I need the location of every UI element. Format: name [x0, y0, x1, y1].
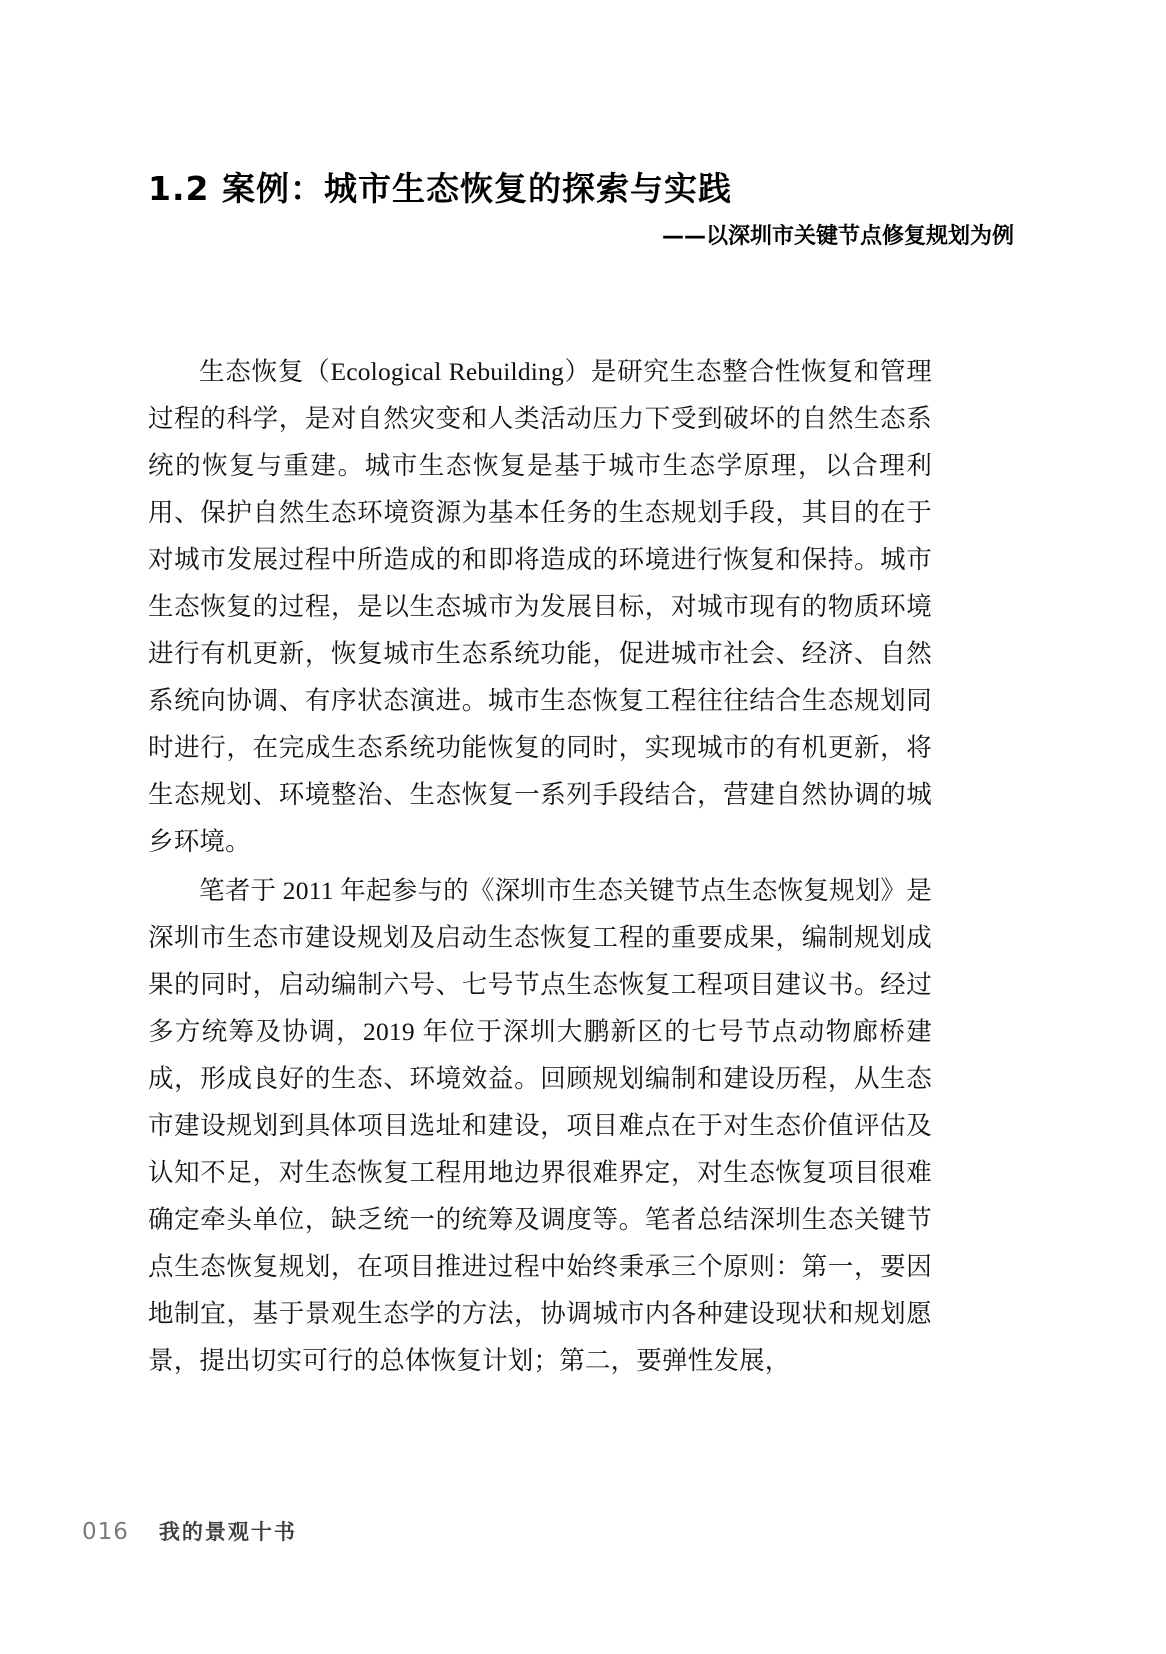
paragraph: 生态恢复（Ecological Rebuilding）是研究生态整合性恢复和管理过程的科学，是对自然灾变和人类活动压力下受到破坏的自然生态系统的恢复与重建。城市生态恢复是基于城市生态学原理，以合理利用、保护自然生态环境资源为基本任务的生态规划手段，其目的在于对城市发展过程中所造成的和即将造成的环境进行恢复和保持。城市生态恢复的过程，是以生态城市为发展目标，对城市现有的物质环境进行有机更新，恢复城市生态系统功能，促进城市社会、经济、自然系统向协调、有序状态演进。城市生态恢复工程往往结合生态规划同时进行，在完成生态系统功能恢复的同时，实现城市的有机更新，将生态规划、环境整治、生态恢复一系列手段结合，营建自然协调的城乡环境。 [148, 357, 932, 856]
page-title: 1.2 案例：城市生态恢复的探索与实践 [148, 169, 732, 208]
page-subtitle: ——以深圳市关键节点修复规划为例 [661, 223, 1014, 249]
title-block [148, 168, 1028, 251]
page-number: 016 [82, 1519, 129, 1545]
paragraph: 笔者于 2011 年起参与的《深圳市生态关键节点生态恢复规划》是深圳市生态市建设规划及启动生态恢复工程的重要成果，编制规划成果的同时，启动编制六号、七号节点生态恢复工程项目建议书。经过多方统筹及协调，2019 年位于深圳大鹏新区的七号节点动物廊桥建成，形成良好的生态、环境效益。回顾规划编制和建设历程，从生态市建设规划到具体项目选址和建设，项目难点在于对生态价值评估及认知不足，对生态恢复工程用地边界很难界定，对生态恢复项目很难确定牵头单位，缺乏统一的统筹及调度等。笔者总结深圳生态关键节点生态恢复规划，在项目推进过程中始终秉承三个原则：第一，要因地制宜，基于景观生态学的方法，协调城市内各种建设现状和规划愿景，提出切实可行的总体恢复计划；第二，要弹性发展， [148, 876, 932, 1375]
body-text [148, 348, 932, 1384]
page-footer [82, 1516, 297, 1546]
footer-book-title: 我的景观十书 [158, 1520, 297, 1544]
